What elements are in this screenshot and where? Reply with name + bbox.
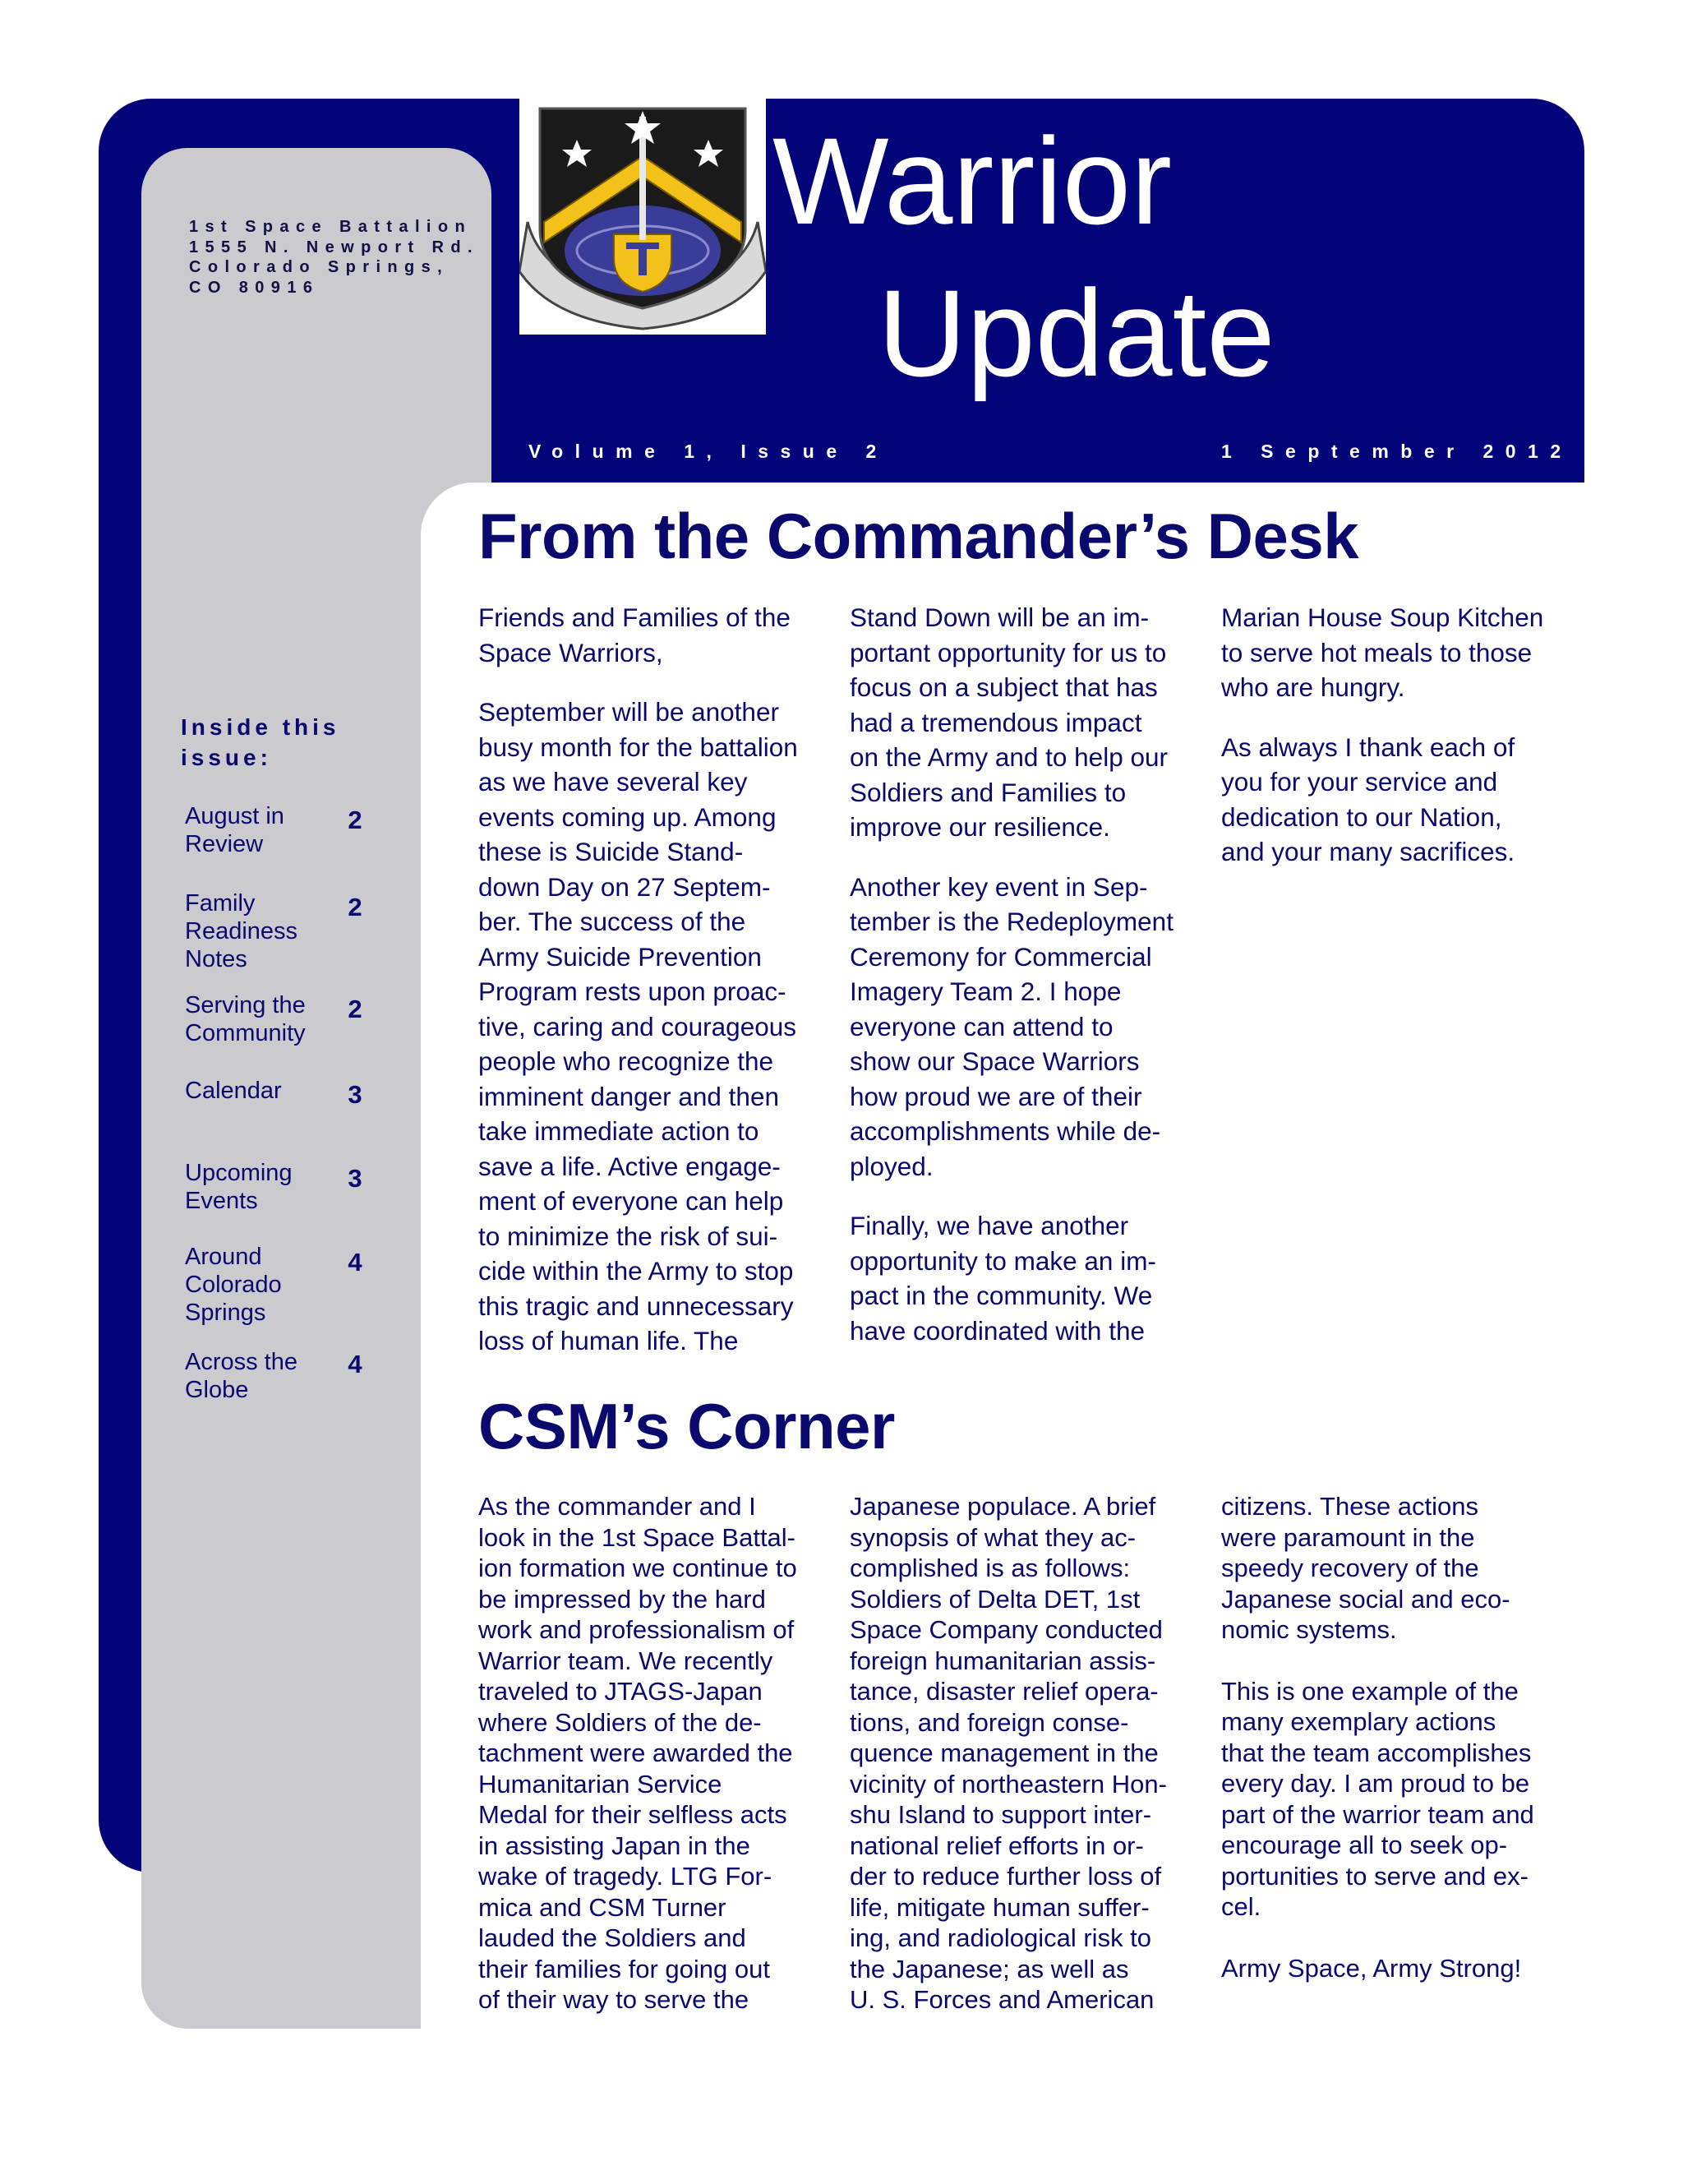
address-line: 1st Space Battalion [189,218,473,236]
toc-item-page: 4 [348,1350,362,1378]
toc-item-label: Family Readiness Notes [185,890,298,972]
paragraph: As the commander and I look in the 1st Space Battal- ion formation we continue to be impressed by the hard work and professionalism of Warrior team. We recently traveled to JTAGS-Japan where Soldiers of the de- tachment were awarded the Humanitarian Service Medal for their selfless acts in assisting Japan in the wake of tragedy. LTG For- mica and CSM Turner lauded the Soldiers and their families for going out of their way to serve the [478,1492,797,2014]
paragraph: Japanese populace. A brief synopsis of what they ac- complished is as follows: Soldiers of Delta DET, 1st Space Company conducted foreign humanitarian assis- tance, disaster relief opera- tions, and foreign conse- quence management in the vicinity of northeastern Hon- shu Island to support inter- national relief efforts in or- der to reduce further loss of life, mitigate human suffer- ing, and radiological risk to the Japanese; as well as U. S. Forces and American [850,1492,1167,2014]
paragraph: citizens. These actions were paramount in the speedy recovery of the Japanese social and eco- nomic systems. [1221,1492,1510,1644]
toc-item-label: Around Colorado Springs [185,1244,282,1326]
toc-item-page: 2 [348,995,362,1023]
toc-item-label: August in Review [185,803,284,857]
toc-heading-line: issue: [181,745,272,770]
volume-issue: Volume 1, Issue 2 [528,441,888,462]
toc-item-label: Serving the Community [185,992,306,1046]
commander-column-2 [850,600,1203,1373]
commander-column-3 [1221,600,1575,894]
toc-item-label: Calendar [185,1078,282,1104]
toc-item-page: 4 [348,1248,362,1277]
csm-column-2 [850,1491,1203,2046]
csm-column-3 [1221,1491,1575,2014]
address-line: CO 80916 [189,278,320,297]
toc-item-page: 2 [348,806,362,834]
paragraph: Finally, we have another opportunity to make an im- pact in the community. We have coordinated with the [850,1211,1156,1346]
paragraph: Marian House Soup Kitchen to serve hot meals to those who are hungry. [1221,603,1544,702]
toc-item-page: 3 [348,1164,362,1193]
paragraph: Friends and Families of the Space Warriors, [478,603,791,667]
csm-column-1 [478,1491,832,2046]
unit-insignia-logo [519,99,766,335]
newsletter-title-line2: Update [878,264,1275,402]
commander-column-1 [478,600,832,1383]
paragraph: As always I thank each of you for your service and dedication to our Nation, and your many sacrifices. [1221,732,1515,866]
newsletter-title-line1: Warrior [772,112,1173,250]
address-block [189,217,485,298]
paragraph: This is one example of the many exemplary actions that the team accomplishes every day. I am proud to be part of the warrior team and encourage all to seek op- portunities to serve and ex- cel. [1221,1676,1534,1921]
csm-section-title: CSM’s Corner [478,1390,895,1462]
commander-section-title: From the Commander’s Desk [478,500,1359,572]
toc-item-page: 2 [348,893,362,921]
insignia-shield-icon [519,99,766,335]
toc-heading [181,712,444,773]
toc-heading-line: Inside this [181,714,340,740]
paragraph: Army Space, Army Strong! [1221,1953,1522,1983]
paragraph: September will be another busy month for the battalion as we have several key events coming up. Among these is Suicide Stand- down Day on 27 Septem- ber. The success of the Army Suicide Prevention Program rests upon proac- tive, caring and courageous people who recognize the imminent danger and then take immediate action to save a life. Active engage- ment of everyone can help to minimize the risk of sui- cide within the Army to stop this tragic and unnecessary loss of human life. The [478,697,798,1355]
address-line: Colorado Springs, [189,258,450,276]
issue-date: 1 September 2012 [1221,441,1573,462]
toc-item-page: 3 [348,1080,362,1109]
address-line: 1555 N. Newport Rd. [189,238,479,256]
toc-item-label: Upcoming Events [185,1160,293,1214]
paragraph: Stand Down will be an im- portant opportunity for us to focus on a subject that has had a tremendous impact on the Army and to help our Soldiers and Families to improve our resilience. [850,603,1168,842]
paragraph: Another key event in Sep- tember is the Redeployment Ceremony for Commercial Imagery Team 2. I hope everyone can attend to show our Space Warriors how proud we are of their accomplishments while de- ployed. [850,871,1173,1181]
toc-item-label: Across the Globe [185,1349,297,1403]
